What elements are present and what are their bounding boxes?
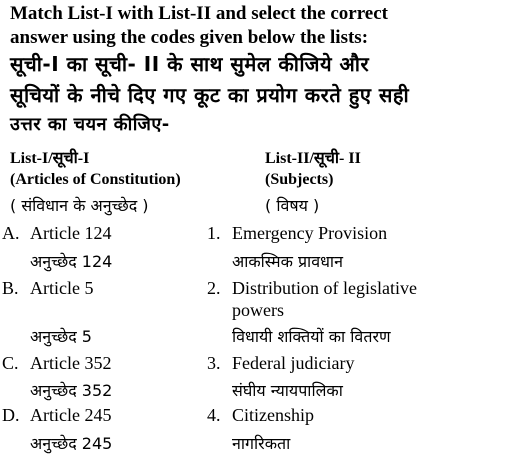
question-en-line-1: Match List-I with List-II and select the correct (10, 3, 388, 24)
list1-item-b-hi: अनुच्छेद 5 (30, 327, 92, 346)
list2-item-1-key: 1. (207, 223, 221, 243)
list2-item-2: Distribution of legislative (232, 278, 417, 298)
list1-item-c: Article 352 (30, 353, 112, 373)
list2-title: List-II/सूची- II (265, 150, 361, 167)
question-hi-line-3: उत्तर का चयन कीजिए- (10, 114, 170, 135)
list1-item-d-hi: अनुच्छेद 245 (30, 434, 113, 453)
question-en-line-2: answer using the codes given below the lists: (10, 27, 369, 48)
list2-item-3-hi: संघीय न्यायपालिका (232, 381, 343, 400)
list1-subtitle: (Articles of Constitution) (10, 171, 181, 188)
list2-item-4: Citizenship (232, 405, 314, 425)
list2-item-2-hi: विधायी शक्तियों का वितरण (232, 327, 391, 346)
list2-item-4-key: 4. (207, 405, 221, 425)
list2-item-3-key: 3. (207, 353, 221, 373)
list1-item-a: Article 124 (30, 223, 112, 243)
list2-item-2-key: 2. (207, 278, 221, 298)
list2-item-1-hi: आकस्मिक प्रावधान (232, 252, 343, 271)
list1-item-d: Article 245 (30, 405, 112, 425)
list2-subtitle-hi: ( विषय ) (265, 196, 320, 215)
list1-item-a-hi: अनुच्छेद 124 (30, 252, 113, 271)
question-hi-line-1: सूची-I का सूची- II के साथ सुमेल कीजिये और (10, 52, 370, 76)
list1-item-c-hi: अनुच्छेद 352 (30, 381, 113, 400)
list1-item-d-key: D. (2, 405, 20, 425)
list1-item-a-key: A. (2, 223, 20, 243)
list2-subtitle: (Subjects) (265, 171, 334, 188)
list1-title: List-I/सूची-I (10, 150, 90, 167)
list2-item-1: Emergency Provision (232, 223, 388, 243)
question-hi-line-2: सूचियों के नीचे दिए गए कूट का प्रयोग करते हुए सही (10, 83, 410, 107)
list2-item-4-hi: नागरिकता (232, 434, 291, 453)
list2-item-2-cont: powers (232, 300, 284, 320)
list1-item-c-key: C. (2, 353, 19, 373)
list2-item-3: Federal judiciary (232, 353, 355, 373)
list1-item-b-key: B. (2, 278, 19, 298)
list1-item-b: Article 5 (30, 278, 94, 298)
list1-subtitle-hi: ( संविधान के अनुच्छेद ) (10, 196, 149, 215)
